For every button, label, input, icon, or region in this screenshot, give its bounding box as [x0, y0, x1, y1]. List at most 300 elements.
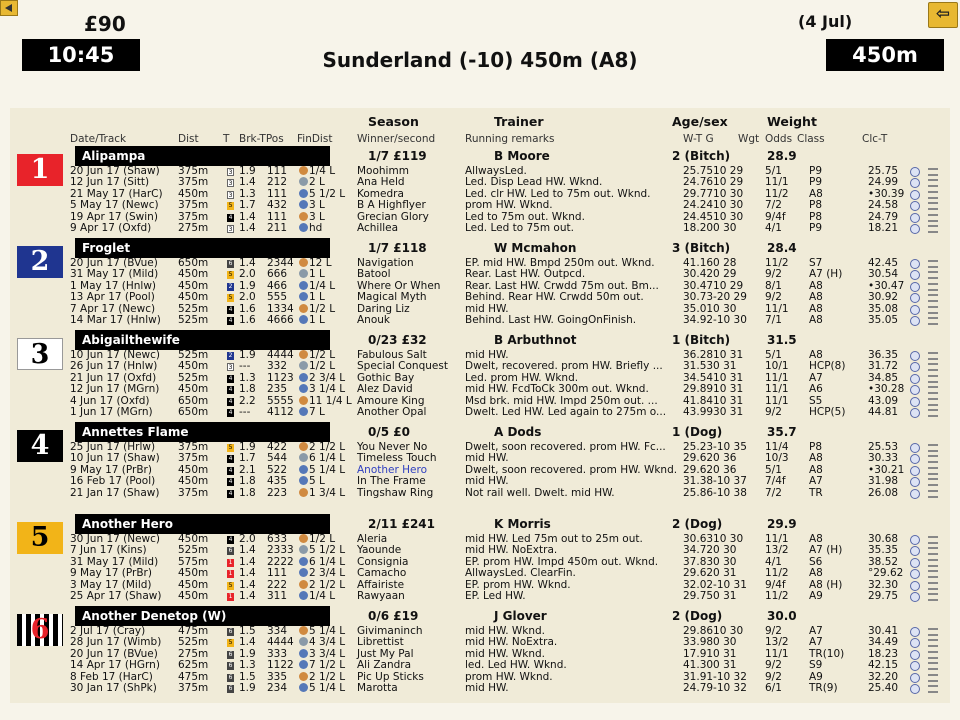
- form-row[interactable]: [0, 660, 960, 671]
- row-date-track: 20 Jun 17 (BVue): [70, 257, 158, 269]
- row-winner: Librettist: [357, 636, 404, 649]
- row-findist: 1/2 L: [299, 534, 335, 545]
- replay-icon[interactable]: [910, 454, 920, 464]
- row-date-track: 25 Jun 17 (Hrlw): [70, 441, 156, 453]
- replay-icon[interactable]: [910, 213, 920, 223]
- row-class: P8: [809, 199, 823, 212]
- row-wtg-wgt: 24.79-10 32: [683, 681, 747, 694]
- row-clct: 18.23: [868, 647, 899, 660]
- runner-1: [0, 146, 960, 238]
- replay-icon[interactable]: [910, 201, 920, 211]
- row-odds: 11/1: [765, 176, 789, 189]
- row-trap: 3: [228, 180, 233, 188]
- race-date: (4 Jul): [798, 12, 853, 31]
- form-row[interactable]: [0, 384, 960, 395]
- form-row[interactable]: [0, 591, 960, 602]
- row-remarks: prom HW. Wknd.: [465, 670, 553, 683]
- row-dist: 525m: [178, 544, 209, 557]
- row-findist: 4 3/4 L: [299, 637, 345, 648]
- replay-icon[interactable]: [910, 270, 920, 280]
- row-brk: 1.4: [239, 221, 256, 234]
- row-findist: 12 L: [299, 258, 332, 269]
- row-trap: 4: [228, 316, 233, 324]
- row-findist: 1 3/4 L: [299, 488, 345, 499]
- row-date-track: 12 Jun 17 (Sitt): [70, 176, 150, 189]
- row-wtg-wgt: 41.8410 31: [683, 394, 744, 407]
- notes-icon[interactable]: [928, 409, 938, 417]
- row-trap: 6: [228, 662, 233, 670]
- notes-icon[interactable]: [928, 214, 938, 222]
- row-winner: Magical Myth: [357, 291, 427, 304]
- row-remarks: EP. prom HW. Impd 450m out. Wknd.: [465, 555, 659, 568]
- row-class: S5: [809, 394, 823, 407]
- col-class: Class: [797, 133, 825, 145]
- row-findist: 7 L: [299, 407, 325, 418]
- replay-icon[interactable]: [910, 581, 920, 591]
- row-date-track: 13 Apr 17 (Pool): [70, 291, 155, 304]
- row-tpos: 335: [267, 670, 288, 683]
- row-class: A8: [809, 349, 823, 361]
- row-brk: 2.0: [239, 291, 256, 304]
- finish-position-icon: [299, 465, 308, 474]
- row-tpos: 555: [267, 291, 288, 304]
- notes-icon[interactable]: [928, 317, 938, 325]
- row-dist: 450m: [178, 463, 209, 476]
- row-dist: 450m: [178, 291, 209, 304]
- col-odds: Odds: [765, 133, 793, 145]
- row-class: A8: [809, 533, 823, 545]
- row-winner: Alez David: [357, 383, 413, 396]
- row-wtg-wgt: 35.010 30: [683, 302, 737, 315]
- row-odds: 11/1: [765, 371, 789, 384]
- row-trap: 5: [228, 202, 233, 210]
- row-clct: 35.08: [868, 302, 899, 315]
- notes-icon[interactable]: [928, 398, 938, 406]
- row-date-track: 12 Jun 17 (MGrn): [70, 383, 160, 396]
- row-clct: 38.52: [868, 555, 899, 568]
- runner-age-sex: 2 (Bitch): [672, 149, 731, 163]
- row-wtg-wgt: 30.4710 29: [683, 279, 744, 292]
- row-class: A9: [809, 589, 823, 602]
- replay-icon[interactable]: [910, 650, 920, 660]
- row-brk: 1.9: [239, 349, 256, 361]
- notes-icon[interactable]: [928, 386, 938, 394]
- row-findist: 5 1/2 L: [299, 189, 345, 200]
- row-tpos: 4444: [267, 636, 294, 649]
- row-dist: 375m: [178, 210, 209, 223]
- row-class: A7: [809, 475, 823, 488]
- col-season: Season: [368, 114, 419, 129]
- row-date-track: 4 Jun 17 (Oxfd): [70, 394, 150, 407]
- row-class: S7: [809, 257, 823, 269]
- row-brk: 1.4: [239, 210, 256, 223]
- runner-name[interactable]: Froglet: [75, 238, 330, 258]
- row-tpos: 2344: [267, 257, 294, 269]
- row-dist: 450m: [178, 268, 209, 281]
- row-remarks: mid HW. NoExtra.: [465, 544, 558, 557]
- race-title: Sunderland (-10) 450m (A8): [322, 48, 638, 72]
- row-findist: 11 1/4 L: [299, 396, 352, 407]
- notes-icon[interactable]: [928, 168, 938, 176]
- row-clct: 30.92: [868, 291, 899, 304]
- row-winner: Aleria: [357, 533, 388, 545]
- row-winner[interactable]: Another Hero: [357, 463, 428, 476]
- row-brk: 1.7: [239, 452, 256, 465]
- replay-icon[interactable]: [910, 167, 920, 177]
- row-remarks: Msd brk. mid HW. Impd 250m out. ...: [465, 394, 658, 407]
- row-tpos: 544: [267, 452, 288, 465]
- finish-position-icon: [299, 292, 308, 301]
- row-trap: 4: [228, 408, 233, 416]
- col-date-track: Date/Track: [70, 133, 127, 145]
- runner-age-sex: 2 (Dog): [672, 609, 723, 623]
- col-weight: Weight: [767, 114, 817, 129]
- replay-icon[interactable]: [910, 684, 920, 694]
- row-trap: 6: [228, 628, 233, 635]
- row-winner: Just My Pal: [357, 647, 414, 660]
- row-wtg-wgt: 29.620 36: [683, 452, 737, 465]
- finish-position-icon: [299, 545, 308, 554]
- row-odds: 9/2: [765, 268, 782, 281]
- row-remarks: mid HW. Wknd.: [465, 625, 546, 637]
- replay-icon[interactable]: [910, 178, 920, 188]
- row-brk: 1.9: [239, 681, 256, 694]
- back-arrow-icon[interactable]: ⇦: [928, 2, 958, 28]
- row-clct: 31.72: [868, 360, 899, 373]
- runner-name[interactable]: Abigailthewife: [75, 330, 330, 350]
- race-prize: £90: [84, 12, 126, 36]
- runner-age-sex: 3 (Bitch): [672, 241, 731, 255]
- row-date-track: 9 Apr 17 (Oxfd): [70, 221, 152, 234]
- notes-icon[interactable]: [928, 363, 938, 371]
- notes-icon[interactable]: [928, 685, 938, 693]
- notes-icon[interactable]: [928, 639, 938, 647]
- row-winner: Ali Zandra: [357, 659, 412, 672]
- replay-icon[interactable]: [910, 558, 920, 568]
- row-trap: 2: [228, 352, 233, 359]
- row-class: A8: [809, 567, 823, 580]
- row-trap: 4: [228, 489, 233, 497]
- row-class: TR(9): [809, 681, 838, 694]
- row-date-track: 9 May 17 (PrBr): [70, 463, 152, 476]
- row-brk: 1.5: [239, 625, 256, 637]
- replay-icon[interactable]: [910, 569, 920, 579]
- row-remarks: Dwelt, recovered. prom HW. Briefly ...: [465, 360, 663, 373]
- row-dist: 625m: [178, 659, 209, 672]
- notes-icon[interactable]: [928, 628, 938, 636]
- replay-icon[interactable]: [910, 661, 920, 671]
- row-winner: Amoure King: [357, 394, 425, 407]
- runner-4: [0, 422, 960, 514]
- row-wtg-wgt: 34.5410 31: [683, 371, 744, 384]
- row-wtg-wgt: 30.420 29: [683, 268, 737, 281]
- replay-icon[interactable]: [910, 443, 920, 453]
- row-date-track: 20 Jun 17 (BVue): [70, 647, 158, 660]
- row-class: P9: [809, 165, 823, 177]
- notes-icon[interactable]: [928, 260, 938, 268]
- row-clct: 35.35: [868, 544, 899, 557]
- row-odds: 13/2: [765, 544, 789, 557]
- row-findist: 1/4 L: [299, 281, 335, 292]
- row-dist: 450m: [178, 360, 209, 373]
- row-brk: 2.2: [239, 394, 256, 407]
- notes-icon[interactable]: [928, 490, 938, 498]
- form-row[interactable]: [0, 223, 960, 234]
- replay-icon[interactable]: [910, 385, 920, 395]
- row-winner: Grecian Glory: [357, 210, 429, 223]
- row-wtg-wgt: 29.8610 30: [683, 625, 744, 637]
- replay-icon[interactable]: [910, 362, 920, 372]
- notes-icon[interactable]: [928, 547, 938, 555]
- replay-icon[interactable]: [910, 408, 920, 418]
- runner-6: [0, 606, 960, 698]
- col-remarks: Running remarks: [465, 133, 555, 145]
- replay-icon[interactable]: [910, 466, 920, 476]
- form-row[interactable]: [0, 488, 960, 499]
- notes-icon[interactable]: [928, 593, 938, 601]
- row-tpos: 633: [267, 533, 288, 545]
- row-winner: Tingshaw Ring: [357, 486, 434, 499]
- row-dist: 450m: [178, 475, 209, 488]
- runner-season: 1/7 £119: [368, 149, 427, 163]
- runner-weight: 28.4: [767, 241, 797, 255]
- row-odds: 11/1: [765, 533, 789, 545]
- row-clct: •30.47: [868, 279, 905, 292]
- notes-icon[interactable]: [928, 559, 938, 567]
- row-remarks: mid HW.: [465, 302, 509, 315]
- finish-position-icon: [299, 453, 308, 462]
- row-class: P9: [809, 176, 823, 189]
- row-odds: 11/2: [765, 567, 789, 580]
- form-row[interactable]: [0, 476, 960, 487]
- row-tpos: 1334: [267, 302, 294, 315]
- row-winner: Consignia: [357, 555, 409, 568]
- notes-icon[interactable]: [928, 455, 938, 463]
- finish-position-icon: [299, 269, 308, 278]
- row-odds: 13/2: [765, 636, 789, 649]
- row-dist: 650m: [178, 405, 209, 418]
- replay-icon[interactable]: [910, 638, 920, 648]
- finish-position-icon: [299, 396, 308, 405]
- row-tpos: 1122: [267, 659, 294, 672]
- notes-icon[interactable]: [928, 662, 938, 670]
- finish-position-icon: [299, 223, 308, 232]
- row-class: A7: [809, 625, 823, 637]
- notes-icon[interactable]: [928, 352, 938, 360]
- menu-button[interactable]: [0, 0, 18, 16]
- row-tpos: 234: [267, 681, 288, 694]
- replay-icon[interactable]: [910, 316, 920, 326]
- row-date-track: 16 Feb 17 (Pool): [70, 475, 156, 488]
- row-wtg-wgt: 41.160 28: [683, 257, 737, 269]
- row-trap: 5: [228, 271, 233, 279]
- row-odds: 7/1: [765, 313, 782, 326]
- row-winner: Achillea: [357, 221, 399, 234]
- row-dist: 375m: [178, 199, 209, 212]
- row-clct: 25.40: [868, 681, 899, 694]
- runner-name[interactable]: Another Denetop (W): [75, 606, 330, 626]
- form-row[interactable]: [0, 315, 960, 326]
- finish-position-icon: [299, 361, 308, 370]
- notes-icon[interactable]: [928, 536, 938, 544]
- row-class: A8 (H): [809, 578, 843, 591]
- row-clct: 31.98: [868, 475, 899, 488]
- row-wtg-wgt: 24.7610 29: [683, 176, 744, 189]
- row-trap: 6: [228, 547, 233, 555]
- row-date-track: 28 Jun 17 (Wimb): [70, 636, 162, 649]
- row-brk: 1.5: [239, 670, 256, 683]
- finish-position-icon: [299, 304, 308, 313]
- replay-icon[interactable]: [910, 282, 920, 292]
- row-clct: 25.53: [868, 441, 899, 453]
- notes-icon[interactable]: [928, 582, 938, 590]
- row-clct: 30.68: [868, 533, 899, 545]
- notes-icon[interactable]: [928, 306, 938, 314]
- runner-name[interactable]: Another Hero: [75, 514, 330, 534]
- row-trap: 2: [228, 282, 233, 290]
- form-row[interactable]: [0, 200, 960, 211]
- notes-icon[interactable]: [928, 191, 938, 199]
- finish-position-icon: [299, 189, 308, 198]
- replay-icon[interactable]: [910, 627, 920, 637]
- col-brk-tpos: Brk-TPos: [239, 133, 284, 145]
- notes-icon[interactable]: [928, 467, 938, 475]
- row-date-track: 31 May 17 (Mild): [70, 268, 159, 281]
- row-clct: 30.41: [868, 625, 899, 637]
- notes-icon[interactable]: [928, 294, 938, 302]
- row-tpos: 2222: [267, 555, 294, 568]
- finish-position-icon: [299, 568, 308, 577]
- notes-icon[interactable]: [928, 444, 938, 452]
- form-row[interactable]: [0, 568, 960, 579]
- row-trap: 4: [228, 213, 233, 221]
- row-trap: 4: [228, 374, 233, 382]
- row-winner: Anouk: [357, 313, 390, 326]
- replay-icon[interactable]: [910, 305, 920, 315]
- row-brk: ---: [239, 360, 251, 373]
- row-remarks: mid HW.: [465, 452, 509, 465]
- row-odds: 5/1: [765, 349, 782, 361]
- runner-trainer: B Moore: [494, 149, 550, 163]
- row-trap: 5: [228, 581, 233, 589]
- notes-icon[interactable]: [928, 375, 938, 383]
- row-winner: Special Conquest: [357, 360, 448, 373]
- row-wtg-wgt: 25.7510 29: [683, 165, 744, 177]
- notes-icon[interactable]: [928, 570, 938, 578]
- replay-icon[interactable]: [910, 673, 920, 683]
- row-brk: 1.9: [239, 647, 256, 660]
- replay-icon[interactable]: [910, 351, 920, 361]
- replay-icon[interactable]: [910, 374, 920, 384]
- form-row[interactable]: [0, 407, 960, 418]
- replay-icon[interactable]: [910, 489, 920, 499]
- row-winner: Daring Liz: [357, 302, 410, 315]
- row-winner: Pic Up Sticks: [357, 670, 424, 683]
- form-row[interactable]: [0, 683, 960, 694]
- form-row[interactable]: [0, 292, 960, 303]
- row-dist: 525m: [178, 302, 209, 315]
- row-winner: Marotta: [357, 681, 398, 694]
- replay-icon[interactable]: [910, 190, 920, 200]
- row-findist: 5 L: [299, 476, 325, 487]
- row-date-track: 1 Jun 17 (MGrn): [70, 405, 153, 418]
- finish-position-icon: [299, 315, 308, 324]
- row-clct: •30.21: [868, 463, 905, 476]
- replay-icon[interactable]: [910, 224, 920, 234]
- runner-season: 2/11 £241: [368, 517, 436, 531]
- replay-icon[interactable]: [910, 397, 920, 407]
- row-class: A7 (H): [809, 268, 843, 281]
- trap-badge: 6: [17, 614, 63, 646]
- runner-trainer: B Arbuthnot: [494, 333, 577, 347]
- row-trap: 5: [228, 294, 233, 302]
- row-remarks: prom HW. Wknd.: [465, 199, 553, 212]
- row-findist: 2 1/2 L: [299, 442, 345, 453]
- replay-icon[interactable]: [910, 592, 920, 602]
- row-class: A8: [809, 302, 823, 315]
- row-clct: •30.39: [868, 187, 905, 200]
- notes-icon[interactable]: [928, 478, 938, 486]
- row-clct: 42.15: [868, 659, 899, 672]
- row-tpos: 1123: [267, 371, 294, 384]
- row-remarks: Rear. Last HW. Crwdd 75m out. Bm...: [465, 279, 659, 292]
- row-findist: 1/2 L: [299, 304, 335, 315]
- runner-weight: 31.5: [767, 333, 797, 347]
- finish-position-icon: [299, 281, 308, 290]
- row-findist: 1/2 L: [299, 361, 335, 372]
- row-tpos: 334: [267, 625, 288, 637]
- runner-name[interactable]: Annettes Flame: [75, 422, 330, 442]
- replay-icon[interactable]: [910, 293, 920, 303]
- row-winner: Navigation: [357, 257, 414, 269]
- row-date-track: 21 Jan 17 (Shaw): [70, 486, 160, 499]
- finish-position-icon: [299, 212, 308, 221]
- notes-icon[interactable]: [928, 179, 938, 187]
- row-dist: 575m: [178, 555, 209, 568]
- row-odds: 7/4f: [765, 475, 786, 488]
- row-odds: 7/2: [765, 486, 782, 499]
- row-tpos: 435: [267, 475, 288, 488]
- row-wtg-wgt: 31.38-10 37: [683, 475, 747, 488]
- replay-icon[interactable]: [910, 259, 920, 269]
- notes-icon[interactable]: [928, 225, 938, 233]
- row-clct: 25.75: [868, 165, 899, 177]
- row-clct: 24.99: [868, 176, 899, 189]
- finish-position-icon: [299, 350, 308, 359]
- notes-icon[interactable]: [928, 283, 938, 291]
- runner-5: [0, 514, 960, 606]
- row-remarks: Behind. Rear HW. Crwdd 50m out.: [465, 291, 644, 304]
- row-findist: 3 3/4 L: [299, 649, 345, 660]
- col-wgt: Wgt: [738, 133, 760, 145]
- row-findist: 5 1/2 L: [299, 545, 345, 556]
- notes-icon[interactable]: [928, 674, 938, 682]
- notes-icon[interactable]: [928, 271, 938, 279]
- row-date-track: 10 Jun 17 (Newc): [70, 349, 161, 361]
- row-tpos: 333: [267, 647, 288, 660]
- runner-name[interactable]: Alipampa: [75, 146, 330, 166]
- replay-icon[interactable]: [910, 546, 920, 556]
- row-remarks: Led to 75m out. Wknd.: [465, 210, 585, 223]
- row-class: TR: [809, 486, 823, 499]
- runner-trainer: A Dods: [494, 425, 542, 439]
- notes-icon[interactable]: [928, 651, 938, 659]
- replay-icon[interactable]: [910, 477, 920, 487]
- replay-icon[interactable]: [910, 535, 920, 545]
- notes-icon[interactable]: [928, 202, 938, 210]
- row-winner: Batool: [357, 268, 391, 281]
- finish-position-icon: [299, 488, 308, 497]
